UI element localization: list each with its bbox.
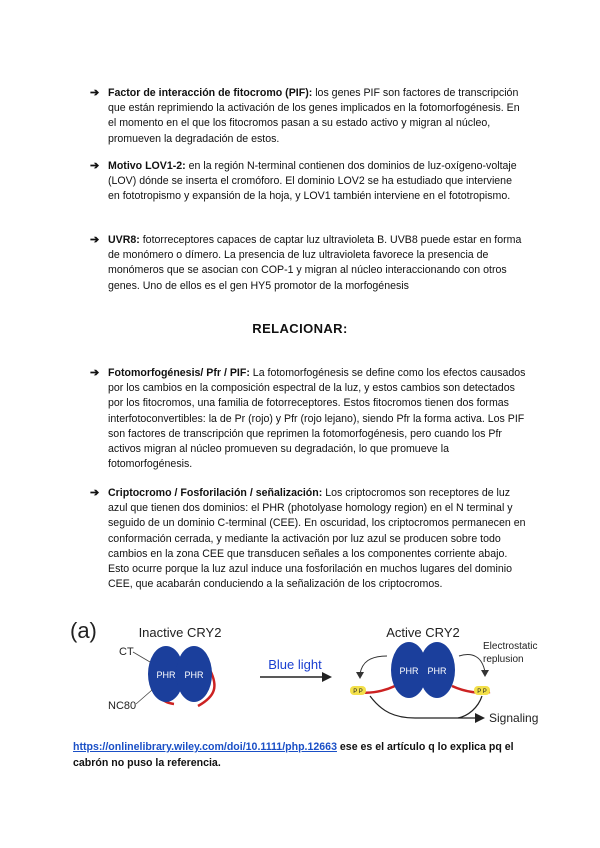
arrowhead-icon bbox=[356, 672, 364, 679]
bullet-term: Criptocromo / Fosforilación / señalización: bbox=[108, 487, 323, 499]
arrow-bullet-icon: ➔ bbox=[90, 487, 100, 499]
figure-panel-label: (a) bbox=[70, 618, 97, 643]
bullet-body: La fotomorfogénesis se define como los efectos causados por los cambios en la composición espectral de la luz, y estos cambios son detectados por los fitocromos, una familia de fotorreceptores. Estos fitocromos tienen dos formas interfotoconvertibles: la de Pr (rojo) y Pfr (rojo lejano), siendo Pfr la forma activa. Los PIF son factores de transcripción que reprimen la fotomorfogénesis, pero cuando los Pfr activos migran al núcleo promueven su degradación, lo que promueve la fotomorfogénesis. bbox=[108, 367, 526, 471]
phosphate-label: P P bbox=[353, 689, 363, 695]
active-cry2-dimer bbox=[350, 642, 490, 698]
bullet-body: fotorreceptores capaces de captar luz ultravioleta B. UVB8 puede estar en forma de monómero o dímero. La presencia de luz ultravioleta favorece la presencia de monómeros que se asocian con COP-1 y migran al núcleo interaccionando con otros genes. Uno de ellos es el gen HY5 promotor de la morfogénesis bbox=[108, 234, 522, 292]
inactive-cry2-dimer bbox=[148, 646, 214, 706]
active-title: Active CRY2 bbox=[386, 625, 460, 640]
bullet-term: Motivo LOV1-2: bbox=[108, 160, 186, 172]
bullet-body: Los criptocromos son receptores de luz azul que tienen dos dominios: el PHR (photolyase homology region) en el N terminal y seguido de un dominio C-terminal (CEE). En oscuridad, los criptocromos permanecen en conformación cerrada, y mediante la activación por luz azul se producen sobre todo cambios en la zona CEE que transducen señales a los componentes corriente abajo. Esto ocurre porque la luz azul induce una fosforilación en muchos lugares del dominio CEE, que acabarán conduciendo a la señalización de los criptocromos. bbox=[108, 487, 526, 591]
cry2-figure bbox=[70, 612, 550, 737]
section-heading: RELACIONAR: bbox=[252, 321, 348, 336]
bullet-body: en la región N-terminal contienen dos dominios de luz-oxígeno-voltaje (LOV) dónde se inserta el cromóforo. El dominio LOV2 se ha estudiado que interviene en fototropismo y expansión de la hoja, y LOV1 también interviene en el fototropismo. bbox=[108, 160, 517, 203]
nc80-pointer bbox=[136, 690, 152, 704]
repulsion-label: replusion bbox=[483, 654, 524, 665]
inactive-title: Inactive CRY2 bbox=[138, 625, 222, 640]
ct-pointer bbox=[133, 652, 150, 662]
arrow-bullet-icon: ➔ bbox=[90, 234, 100, 246]
phr-label: PHR bbox=[399, 666, 419, 676]
phr-label: PHR bbox=[156, 670, 176, 680]
bullet-body: los genes PIF son factores de transcripción que están reprimiendo la activación de los genes implicados en la fotomorfogénesis. En el momento en el que los fitocromos pasan a su estado activo y migran al núcleo, promueven la degradación de estos. bbox=[108, 87, 520, 145]
blue-light-label: Blue light bbox=[268, 657, 322, 672]
bullet-lov bbox=[90, 159, 526, 205]
reference-link[interactable]: https://onlinelibrary.wiley.com/doi/10.1111/php.12663 bbox=[73, 741, 337, 753]
bullet-fotomorfogenesis bbox=[90, 366, 526, 472]
bullet-criptocromo bbox=[90, 486, 526, 592]
repulsion-label: Electrostatic bbox=[483, 641, 538, 652]
arrowhead-icon bbox=[322, 672, 332, 682]
phr-label: PHR bbox=[427, 666, 447, 676]
ct-label: CT bbox=[119, 646, 134, 658]
phr-label: PHR bbox=[184, 670, 204, 680]
bullet-pif bbox=[90, 86, 526, 147]
arrowhead-icon bbox=[475, 713, 485, 723]
repulsion-arrow-right bbox=[459, 655, 485, 672]
repulsion-arrow-left bbox=[360, 656, 387, 674]
signaling-label: Signaling bbox=[489, 711, 539, 725]
arrow-bullet-icon: ➔ bbox=[90, 87, 100, 99]
phosphate-label: P P bbox=[477, 689, 487, 695]
signaling-line bbox=[370, 696, 475, 718]
arrow-bullet-icon: ➔ bbox=[90, 160, 100, 172]
bullet-uvr8 bbox=[90, 233, 526, 294]
bullet-term: Fotomorfogénesis/ Pfr / PIF: bbox=[108, 367, 250, 379]
arrowhead-icon bbox=[481, 670, 489, 677]
bullet-term: Factor de interacción de fitocromo (PIF): bbox=[108, 87, 313, 99]
arrow-bullet-icon: ➔ bbox=[90, 367, 100, 379]
nc80-label: NC80 bbox=[108, 700, 137, 712]
reference-note bbox=[73, 739, 543, 771]
reference-text: ese es el artículo q lo explica pq el cabrón no puso la referencia. bbox=[73, 741, 514, 769]
bullet-term: UVR8: bbox=[108, 234, 140, 246]
